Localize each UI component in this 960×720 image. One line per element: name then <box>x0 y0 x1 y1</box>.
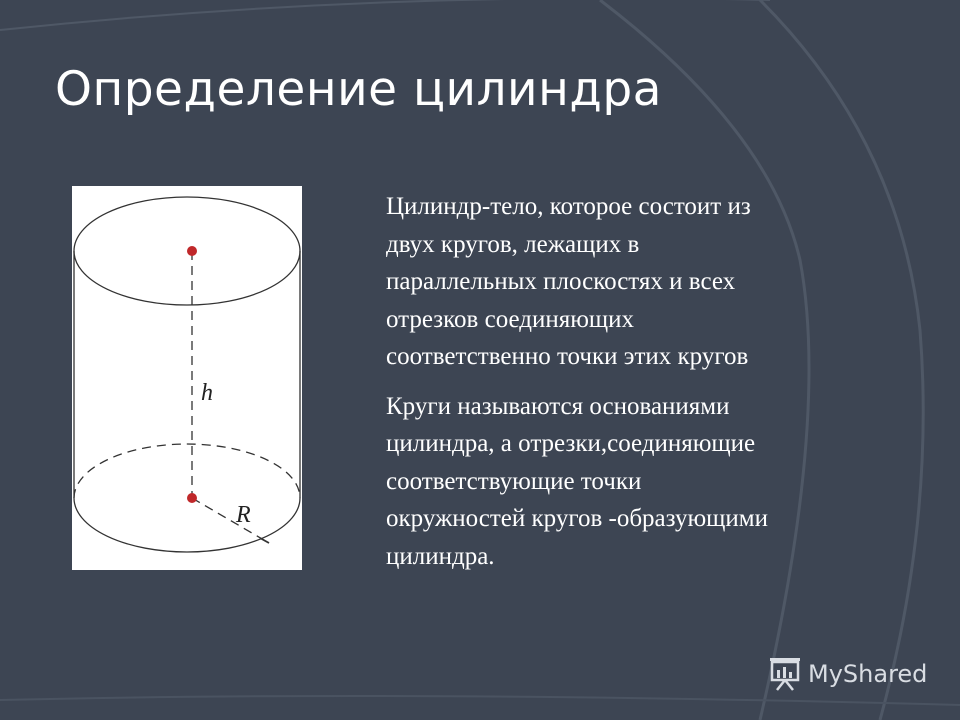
text-line: отрезков соединяющих <box>386 305 635 333</box>
text-line: соответствующие точки <box>386 467 642 495</box>
text-line: двух кругов, лежащих в <box>386 230 640 258</box>
text-line: цилиндра, а отрезки,соединяющие <box>386 430 756 457</box>
text-line: цилиндра. <box>386 542 495 570</box>
definition-paragraph <box>386 188 906 376</box>
watermark-text: MyShared <box>808 660 928 688</box>
myshared-watermark <box>768 656 927 692</box>
cylinder-bottom-base-hidden <box>74 444 300 498</box>
bases-paragraph <box>386 388 906 576</box>
radius-label: R <box>236 502 251 528</box>
top-center-point <box>187 246 197 256</box>
text-line: соответственно точки этих кругов <box>386 343 749 370</box>
text-line: Круги называются основаниями <box>386 392 730 420</box>
text-line: окружностей кругов -образующими <box>386 505 769 532</box>
cylinder-bottom-base-visible <box>74 498 300 552</box>
height-label: h <box>201 380 213 406</box>
radius-end-tick <box>260 538 269 543</box>
bottom-center-point <box>187 493 197 503</box>
presentation-board-icon <box>768 656 802 692</box>
text-line: Цилиндр-тело, которое состоит из <box>386 193 751 220</box>
text-line: параллельных плоскостях и всех <box>386 268 736 295</box>
cylinder-figure <box>72 186 302 570</box>
cylinder-radius <box>192 498 269 543</box>
definition-text <box>386 188 906 587</box>
slide-title: Определение цилиндра <box>55 62 662 117</box>
